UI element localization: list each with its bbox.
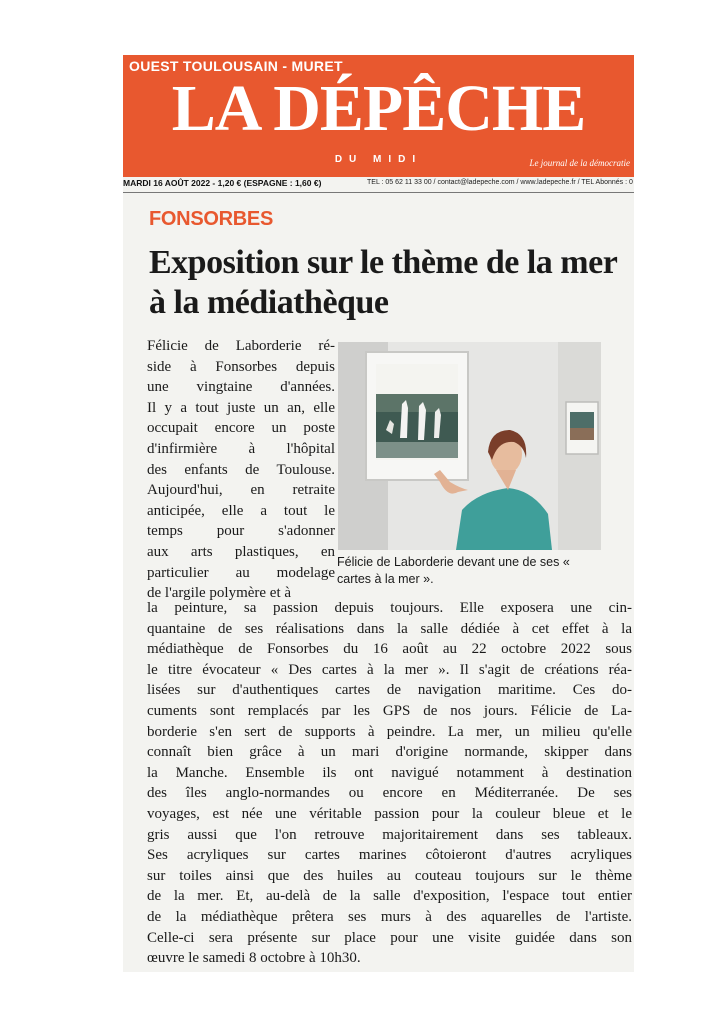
contact-info: TEL : 05 62 11 33 00 / contact@ladepeche.com / www.ladepeche.fr / TEL Abonnés : 0 — [367, 179, 633, 186]
text-line: Aujourd'hui, en retraite — [147, 482, 335, 499]
text-line: d'infirmière à l'hôpital — [147, 440, 335, 457]
text-line: de la mer. Et, au-delà de la salle d'exposition, l'espace tout entier — [147, 888, 632, 905]
article-intro-column — [147, 336, 335, 604]
masthead — [123, 55, 634, 177]
text-line: de la médiathèque prêtera ses murs à des aquarelles de l'artiste. — [147, 908, 632, 925]
article-photo — [338, 342, 601, 550]
text-line: temps pour s'adonner — [147, 523, 335, 540]
painting-small — [566, 402, 598, 454]
text-line: Félicie de Laborderie ré- — [147, 338, 335, 354]
text-line: de l'argile polymère et à — [147, 585, 292, 602]
text-line: gris aussi que l'on retrouve majoritairement dans ses tableaux. — [147, 826, 632, 843]
edition-label: OUEST TOULOUSAIN - MURET — [129, 58, 343, 74]
newspaper-logo-subtitle: DU MIDI — [334, 154, 423, 165]
text-line: quantaine de ses réalisations dans la salle dédiée à cet effet à la — [147, 620, 632, 637]
newspaper-clipping — [123, 55, 634, 972]
text-line: médiathèque de Fonsorbes du 16 août au 22 octobre 2022 sous — [147, 641, 632, 658]
text-line: cuments sont remplacés par les GPS de nos jours. Félicie de La- — [147, 702, 632, 719]
text-line: des îles anglo-normandes ou encore en Méditerranée. De ses — [147, 785, 632, 802]
painting-main — [366, 352, 468, 480]
text-line: anticipée, elle a tout le — [147, 502, 335, 519]
text-line: lisées sur d'authentiques cartes de navigation maritime. Ces do- — [147, 682, 632, 699]
text-line: le titre évocateur « Des cartes à la mer ». Il s'agit de créations réa- — [147, 661, 632, 678]
text-line: Celle-ci sera présente sur place pour une visite guidée dans son — [147, 929, 632, 946]
info-bar — [123, 177, 634, 193]
text-line: des enfants de Toulouse. — [147, 461, 335, 478]
section-label: FONSORBES — [149, 208, 273, 230]
newspaper-tagline: Le journal de la démocratie — [529, 158, 630, 168]
text-line: la peinture, sa passion depuis toujours. Elle exposera une cin- — [147, 600, 632, 616]
article-body — [147, 598, 632, 969]
text-line: Il y a tout juste un an, elle — [147, 399, 335, 416]
text-line: particulier au modelage — [147, 564, 335, 581]
text-line: Ses acryliques sur cartes marines côtoieront d'autres acryliques — [147, 847, 632, 864]
text-line: voyages, est née une véritable passion pour la couleur bleue et le — [147, 805, 632, 822]
issue-date: MARDI 16 AOÛT 2022 - 1,20 € (ESPAGNE : 1,60 €) — [123, 178, 322, 188]
text-line: la Manche. Ensemble ils ont navigué notamment à destination — [147, 764, 632, 781]
text-line: borderie s'en sert de supports à peindre. La mer, un milieu qu'elle — [147, 723, 632, 740]
text-line: side à Fonsorbes depuis — [147, 358, 335, 375]
text-line: une vingtaine d'années. — [147, 379, 335, 396]
article-headline: Exposition sur le thème de la mer à la médiathèque — [149, 244, 617, 321]
newspaper-logo: LA DÉPÊCHE — [171, 72, 586, 145]
text-line: œuvre le samedi 8 octobre à 10h30. — [147, 950, 361, 967]
photo-caption: Félicie de Laborderie devant une de ses « cartes à la mer ». — [337, 555, 570, 586]
text-line: aux arts plastiques, en — [147, 543, 335, 560]
text-line: sur toiles ainsi que des huiles au couteau toujours sur le thème — [147, 867, 632, 884]
text-line: connaît bien grâce à un mari d'origine normande, skipper dans — [147, 744, 632, 761]
text-line: occupait encore un poste — [147, 420, 335, 437]
